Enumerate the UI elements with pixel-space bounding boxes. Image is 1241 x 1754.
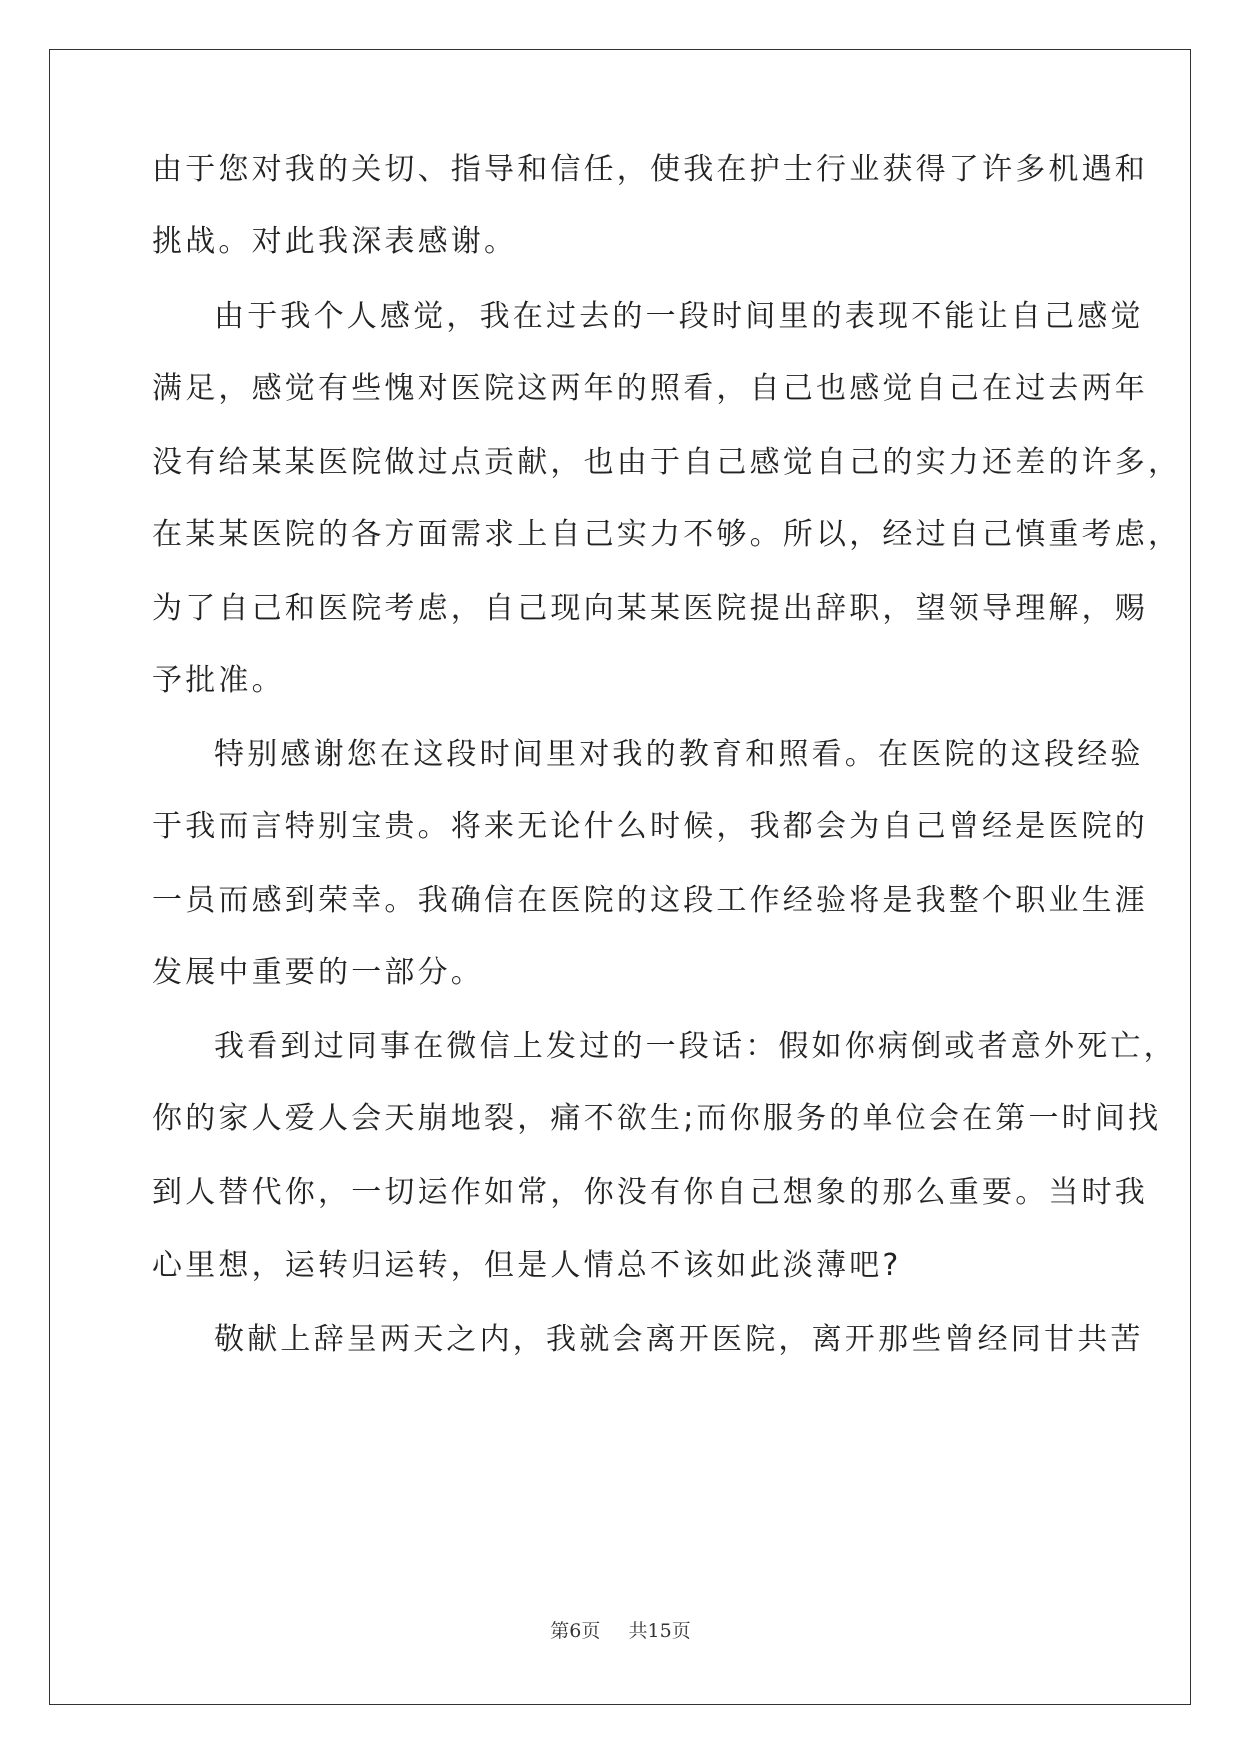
text-line: 由于我个人感觉，我在过去的一段时间里的表现不能让自己感觉	[214, 299, 1144, 334]
text-line: 予批准。	[152, 663, 285, 698]
text-line: 到人替代你，一切运作如常，你没有你自己想象的那么重要。当时我	[152, 1175, 1148, 1210]
page-footer	[0, 1616, 1241, 1643]
text-line: 在某某医院的各方面需求上自己实力不够。所以，经过自己慎重考虑，	[152, 517, 1182, 552]
text-line: 没有给某某医院做过点贡献，也由于自己感觉自己的实力还差的许多，	[152, 445, 1182, 480]
text-line: 发展中重要的一部分。	[152, 955, 484, 990]
text-line: 为了自己和医院考虑，自己现向某某医院提出辞职，望领导理解，赐	[152, 591, 1148, 626]
page-total: 共15页	[628, 1620, 691, 1642]
page-number: 第6页	[550, 1620, 601, 1642]
text-line: 特别感谢您在这段时间里对我的教育和照看。在医院的这段经验	[214, 737, 1144, 772]
text-line: 由于您对我的关切、指导和信任，使我在护士行业获得了许多机遇和	[152, 152, 1148, 187]
text-line: 你的家人爱人会天崩地裂，痛不欲生;而你服务的单位会在第一时间找	[152, 1101, 1162, 1136]
text-line: 一员而感到荣幸。我确信在医院的这段工作经验将是我整个职业生涯	[152, 883, 1148, 918]
text-line: 于我而言特别宝贵。将来无论什么时候，我都会为自己曾经是医院的	[152, 809, 1148, 844]
text-line: 敬献上辞呈两天之内，我就会离开医院，离开那些曾经同甘共苦	[214, 1322, 1144, 1357]
text-line: 心里想，运转归运转，但是人情总不该如此淡薄吧?	[152, 1248, 902, 1283]
text-line: 满足，感觉有些愧对医院这两年的照看，自己也感觉自己在过去两年	[152, 371, 1148, 406]
text-line: 我看到过同事在微信上发过的一段话：假如你病倒或者意外死亡，	[214, 1029, 1177, 1064]
text-line: 挑战。对此我深表感谢。	[152, 224, 518, 259]
